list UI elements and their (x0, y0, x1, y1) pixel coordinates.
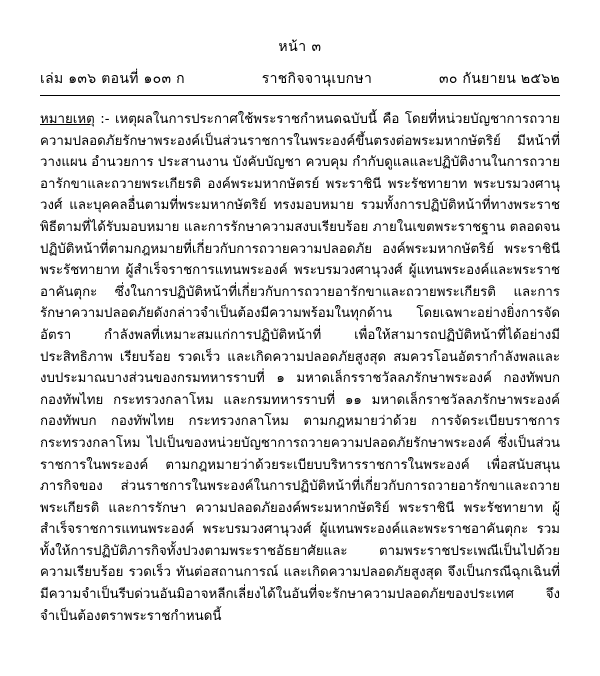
note-body (40, 109, 560, 627)
page-number: หน้า ๓ (278, 39, 322, 55)
note-label: หมายเหตุ (40, 112, 95, 127)
header-volume-section: เล่ม ๑๓๖ ตอนที่ ๑๐๓ ก (40, 71, 185, 87)
note-text: :- เหตุผลในการประกาศใช้พระราชกำหนดฉบับนี้ คือ โดยที่หน่วยบัญชาการถวายความปลอดภัยรักษาพระองค์เป็นส่วนราชการในพระองค์ขึ้นตรงต่อพระมหากษัตริย์ มีหน้าที่วางแผน อำนวยการ ประสานงาน บังคับบัญชา ควบคุม กำกับดูแลและปฏิบัติงานในการถวายอารักขาและถวายพระเกียรติ องค์พระมหากษัตรย์ พระราชินี พระรัชทายาท พระบรมวงศานุวงศ์ และบุคคลอื่นตามที่พระมหากษัตริย์ ทรงมอบหมาย รวมทั้งการปฏิบัติหน้าที่ทางพระราชพิธีตามที่ได้รับมอบหมาย และการรักษาความสงบเรียบร้อย ภายในเขตพระราชฐาน ตลอดจนปฏิบัติหน้าที่ตามกฎหมายที่เกี่ยวกับการถวายความปลอดภัย องค์พระมหากษัตริย์ พระราชินี พระรัชทายาท ผู้สำเร็จราชการแทนพระองค์ พระบรมวงศานุวงศ์ ผู้แทนพระองค์และพระราชอาคันตุกะ ซึ่งในการปฏิบัติหน้าที่เกี่ยวกับการถวายอารักขาและถวายพระเกียรติ และการรักษาความปลอดภัยดังกล่าวจำเป็นต้องมีความพร้อมในทุกด้าน โดยเฉพาะอย่างยิ่งการจัดอัตรา กำลังพลที่เหมาะสมแก่การปฏิบัติหน้าที่ เพื่อให้สามารถปฏิบัติหน้าที่ได้อย่างมีประสิทธิภาพ เรียบร้อย รวดเร็ว และเกิดความปลอดภัยสูงสุด สมควรโอนอัตรากำลังพลและงบประมาณบางส่วนของกรมทหารราบที่ ๑ มหาดเล็กรราชวัลลภรักษาพระองค์ กองทัพบก กองทัพไทย กระทรวงกลาโหม และกรมทหารราบที่ ๑๑ มหาดเล็กราชวัลลภรักษาพระองค์ กองทัพบก กองทัพไทย กระทรวงกลาโหม ตามกฎหมายว่าด้วย การจัดระเบียบราชการกระทรวงกลาโหม ไปเป็นของหน่วยบัญชาการถวายความปลอดภัยรักษาพระองค์ ซึ่งเป็นส่วนราชการในพระองค์ ตามกฎหมายว่าด้วยระเบียบบริหารราชการในพระองค์ เพื่อสนับสนุนภารกิจของ ส่วนราชการในพระองค์ในการปฏิบัติหน้าที่เกี่ยวกับการถวายอารักขาและถวายพระเกียรติ และการรักษา ความปลอดภัยองค์พระมหากษัตริย์ พระราชินี พระรัชทายาท ผู้สำเร็จราชการแทนพระองค์ พระบรมวงศานุวงศ์ ผู้แทนพระองค์และพระราชอาคันตุกะ รวมทั้งให้การปฏิบัติภารกิจทั้งปวงตามพระราชอัธยาศัยและ ตามพระราชประเพณีเป็นไปด้วยความเรียบร้อย รวดเร็ว ทันต่อสถานการณ์ และเกิดความปลอดภัยสูงสุด จึงเป็นกรณีฉุกเฉินที่มีความจำเป็นรีบด่วนอันมิอาจหลีกเลี่ยงได้ในอันที่จะรักษาความปลอดภัยของประเทศ จึงจำเป็นต้องตราพระราชกำหนดนี้ (40, 112, 560, 624)
header-date: ๓๐ กันยายน ๒๕๖๒ (438, 71, 560, 87)
note-paragraph (40, 109, 560, 627)
header-gazette-title: ราชกิจจานุเบกษา (261, 71, 373, 87)
document-page (0, 36, 600, 676)
page-header (40, 68, 560, 96)
